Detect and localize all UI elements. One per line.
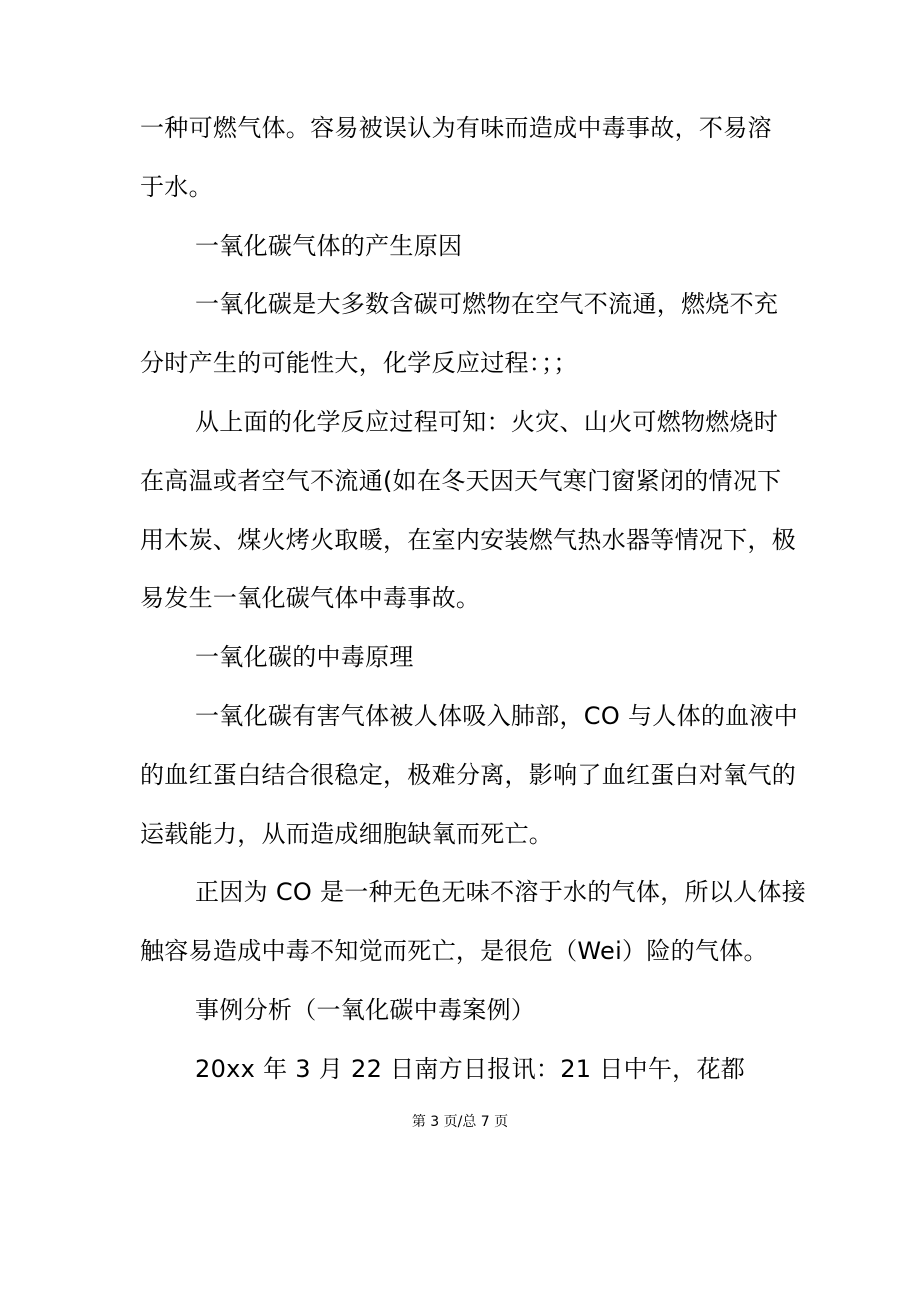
text-line: 易发生一氧化碳气体中毒事故。 (140, 584, 481, 613)
text-line: 用木炭、煤火烤火取暖，在室内安装燃气热水器等情况下，极 (140, 525, 797, 554)
section-heading: 事例分析（一氧化碳中毒案例） (195, 995, 536, 1024)
text-line: 一种可燃气体。容易被误认为有味而造成中毒事故，不易溶 (140, 114, 772, 142)
text-line: 从上面的化学反应过程可知：火灾、山火可燃物燃烧时 (195, 407, 779, 436)
text-line: 在高温或者空气不流通(如在冬天因天气寒门窗紧闭的情况下 (140, 466, 782, 495)
text-line: 20xx 年 3 月 22 日南方日报讯：21 日中午，花都 (195, 1054, 746, 1083)
text-line: 于水。 (140, 172, 213, 201)
section-heading: 一氧化碳的中毒原理 (195, 643, 414, 672)
text-line: 分时产生的可能性大，化学反应过程：；； (140, 349, 578, 378)
text-line: 一氧化碳有害气体被人体吸入肺部，CO 与人体的血液中 (195, 701, 799, 730)
text-line: 的血红蛋白结合很稳定，极难分离，影响了血红蛋白对氧气的 (140, 760, 797, 789)
text-line: 正因为 CO 是一种无色无味不溶于水的气体，所以人体接 (195, 878, 807, 907)
page-number: 第 3 页/总 7 页 (411, 1114, 509, 1130)
section-heading: 一氧化碳气体的产生原因 (195, 231, 463, 260)
document-body (140, 99, 807, 1099)
text-line: 触容易造成中毒不知觉而死亡，是很危（Wei）险的气体。 (140, 937, 768, 966)
text-line: 运载能力，从而造成细胞缺氧而死亡。 (140, 819, 554, 848)
text-line: 一氧化碳是大多数含碳可燃物在空气不流通，燃烧不充 (195, 290, 779, 319)
